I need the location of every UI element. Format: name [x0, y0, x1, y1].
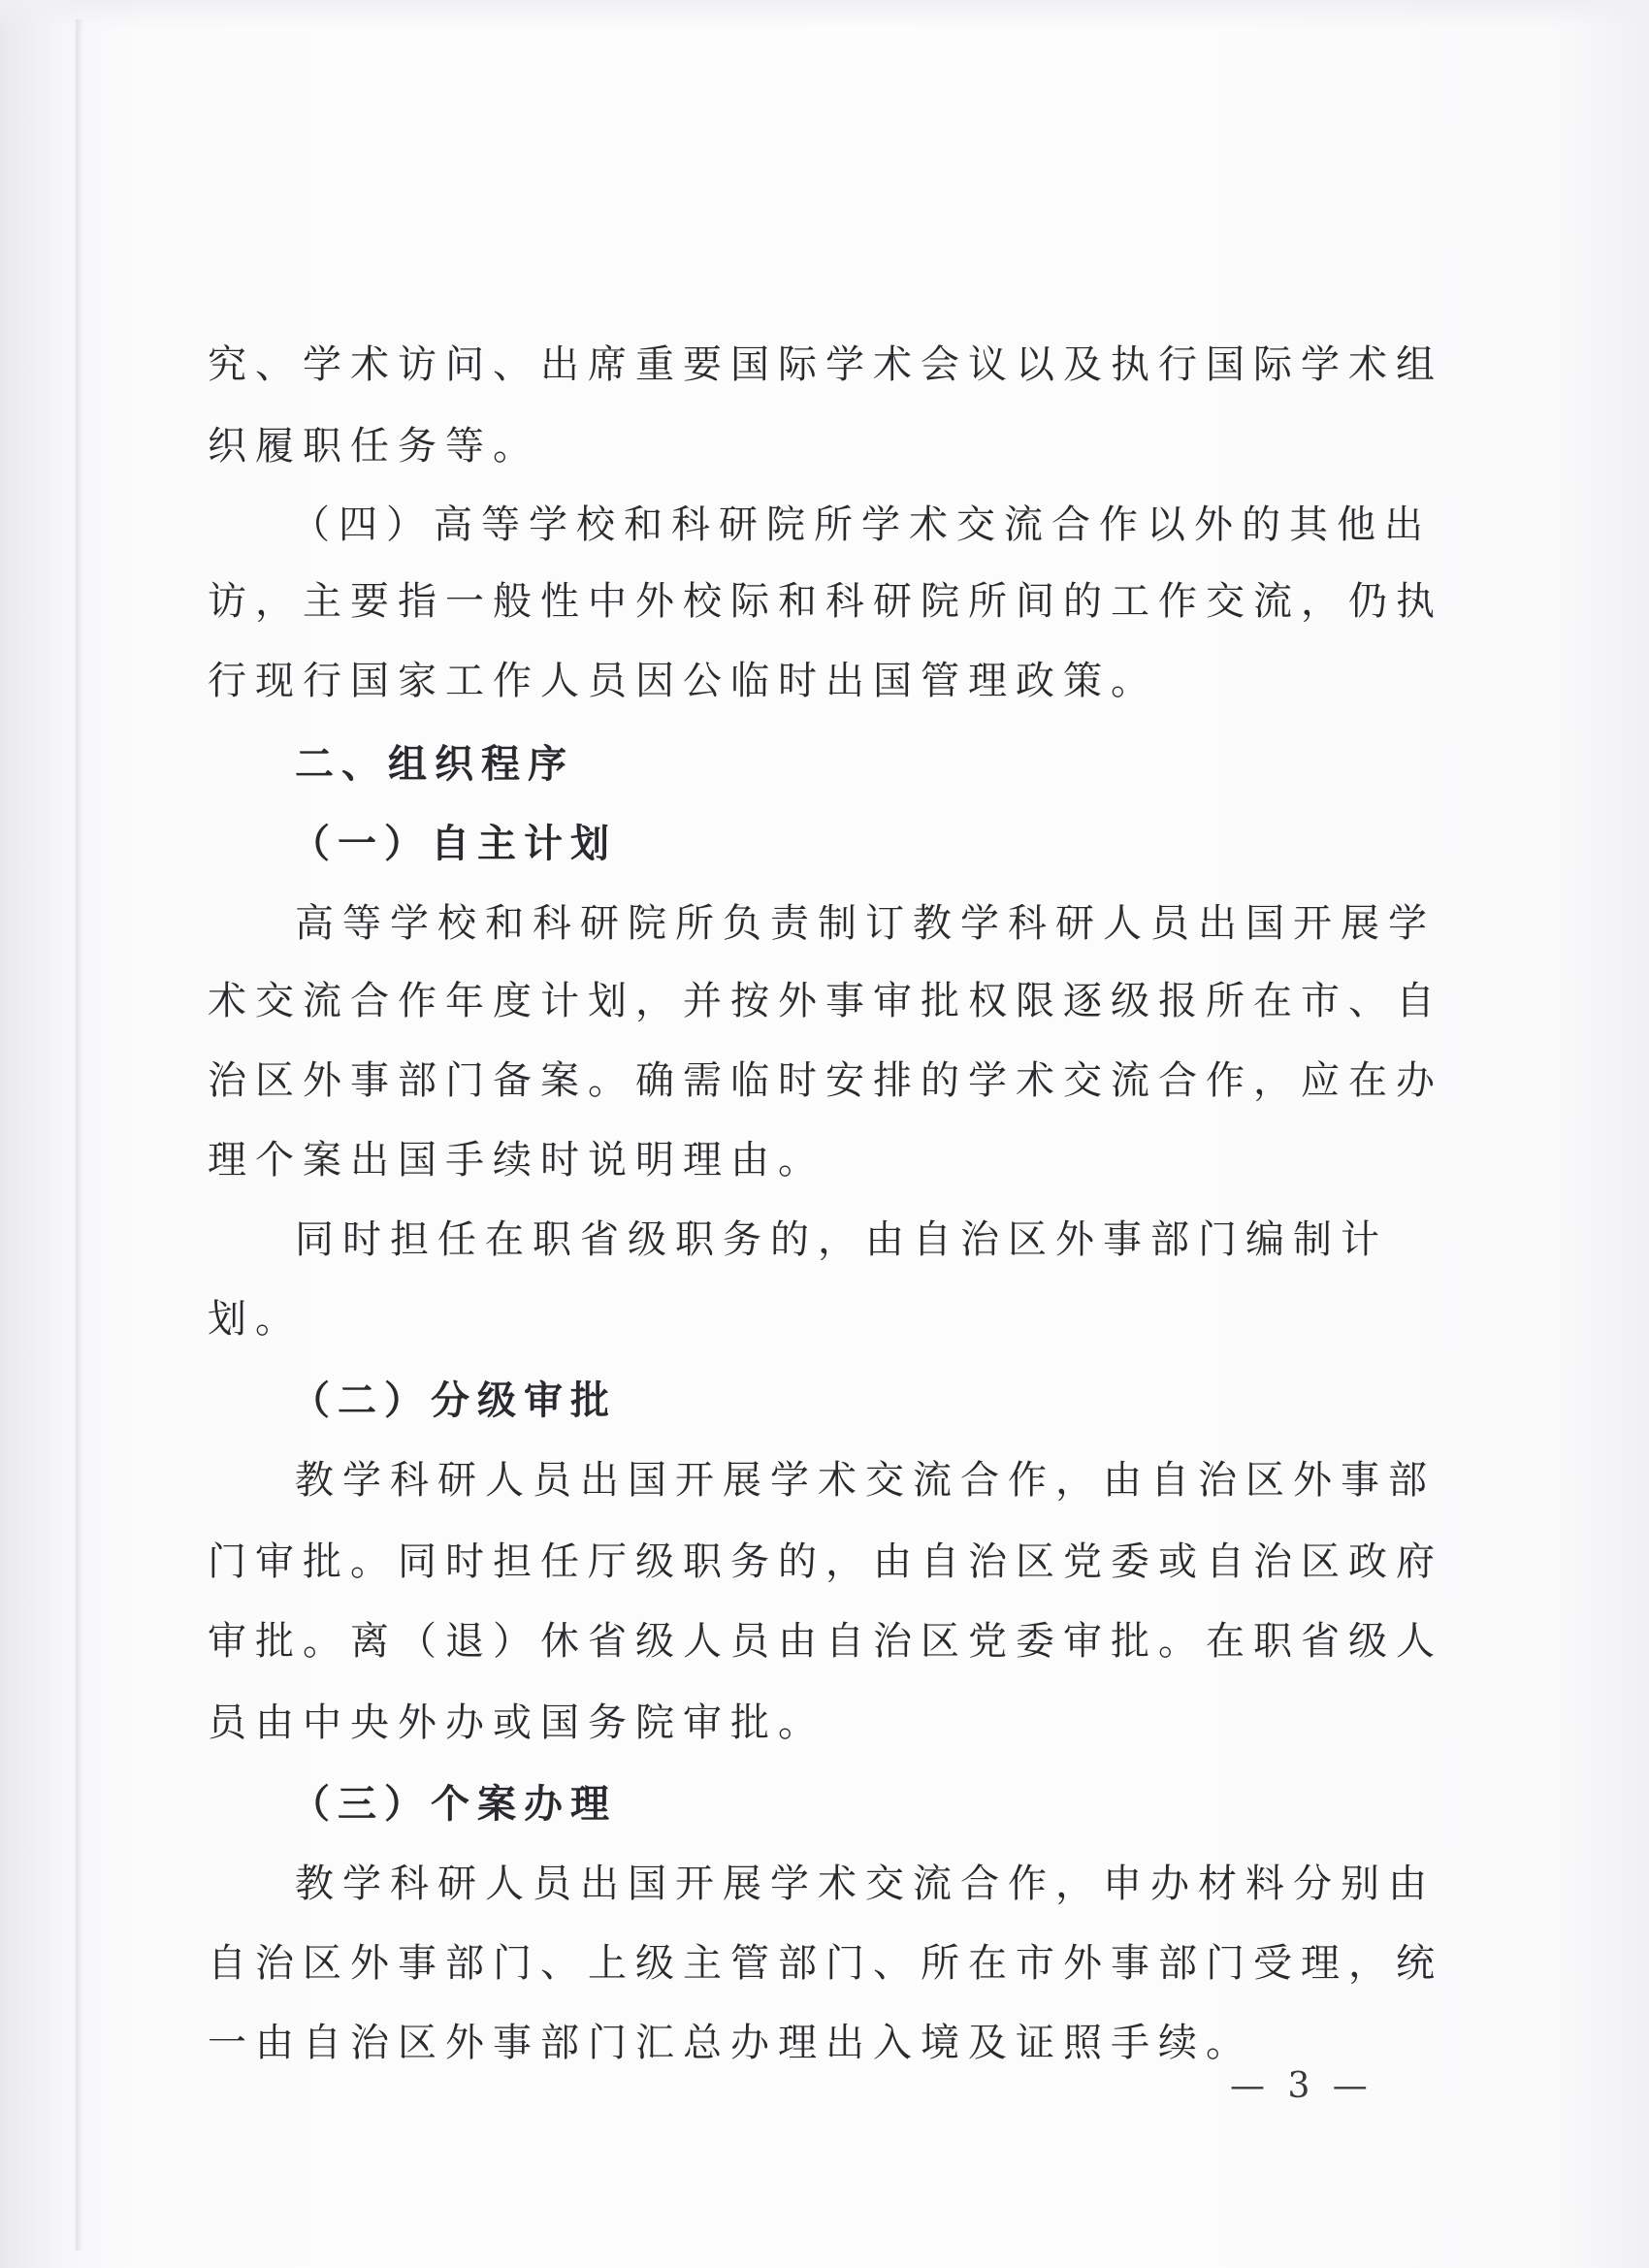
body-line: 门审批。同时担任厅级职务的，由自治区党委或自治区政府 [208, 1539, 1443, 1584]
body-line: 一由自治区外事部门汇总办理出入境及证照手续。 [208, 2021, 1253, 2065]
body-line: 同时担任在职省级职务的，由自治区外事部门编制计 [295, 1217, 1388, 1262]
body-line: 自治区外事部门、上级主管部门、所在市外事部门受理，统 [208, 1941, 1443, 1986]
body-line: 访，主要指一般性中外校际和科研院所间的工作交流，仍执 [208, 579, 1443, 624]
body-line: 术交流合作年度计划，并按外事审批权限逐级报所在市、自 [208, 979, 1443, 1023]
subsection-heading: （一）自主计划 [291, 822, 617, 866]
body-line: 高等学校和科研院所负责制订教学科研人员出国开展学 [295, 901, 1436, 946]
body-line: 织履职任务等。 [208, 424, 540, 469]
body-line: 理个案出国手续时说明理由。 [208, 1138, 825, 1183]
body-line: 员由中央外办或国务院审批。 [208, 1701, 825, 1745]
body-line: 审批。离（退）休省级人员由自治区党委审批。在职省级人 [208, 1619, 1443, 1664]
body-line: （四）高等学校和科研院所学术交流合作以外的其他出 [291, 502, 1432, 547]
body-line: 划。 [208, 1297, 303, 1342]
body-line: 教学科研人员出国开展学术交流合作，由自治区外事部 [295, 1458, 1436, 1503]
body-line: 行现行国家工作人员因公临时出国管理政策。 [208, 659, 1158, 703]
body-line: 治区外事部门备案。确需临时安排的学术交流合作，应在办 [208, 1058, 1443, 1103]
body-line: 究、学术访问、出席重要国际学术会议以及执行国际学术组 [208, 342, 1443, 387]
section-heading: 二、组织程序 [295, 742, 574, 787]
subsection-heading: （三）个案办理 [291, 1782, 617, 1827]
page-number: — 3 — [1230, 2066, 1374, 2106]
body-line: 教学科研人员出国开展学术交流合作，申办材料分别由 [295, 1862, 1436, 1906]
subsection-heading: （二）分级审批 [291, 1378, 617, 1423]
